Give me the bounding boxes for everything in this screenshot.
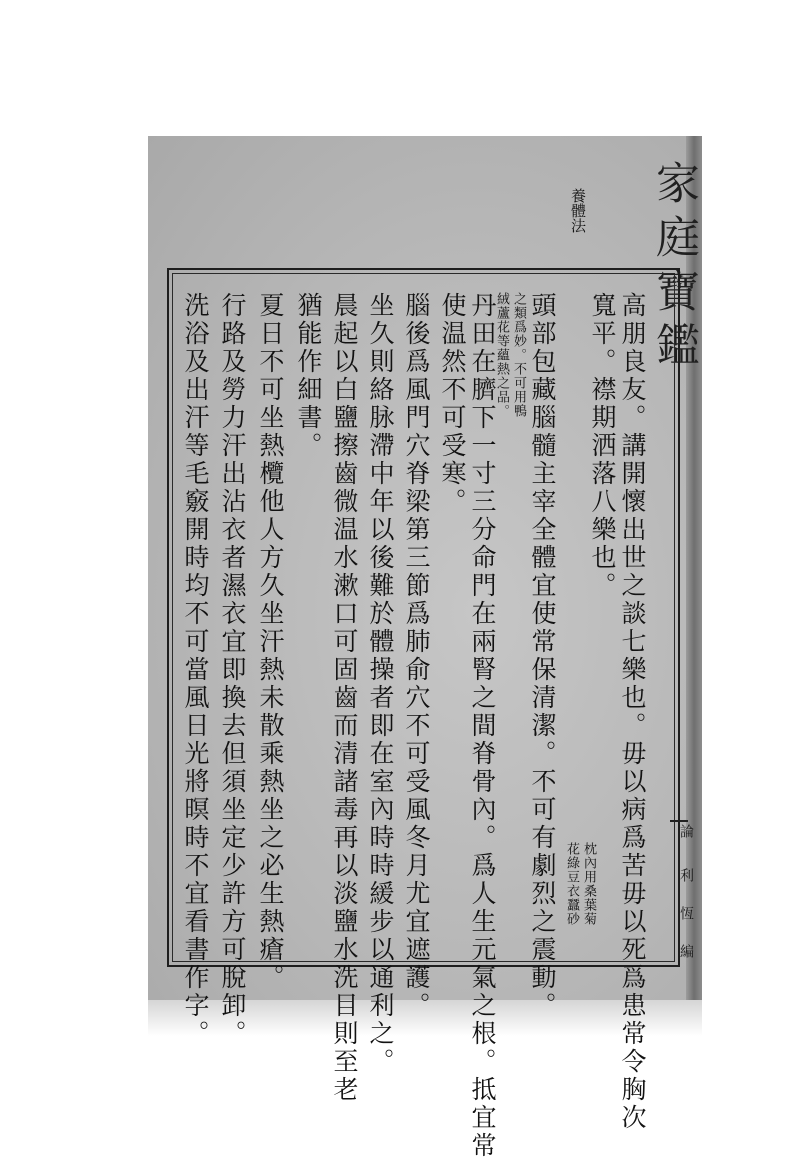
section-title: 養體法: [569, 188, 587, 233]
edge-label-3: 恆: [678, 906, 694, 920]
text-column-7: 腦後爲風門穴脊梁第三節爲肺俞穴不可受風冬月尤宜遮護。: [402, 292, 431, 1020]
note-column-3-right: 枕內用桑葉菊: [581, 842, 596, 926]
text-column-13: 洗浴及出汗等毛竅開時均不可當風日光將暝時不宜看書作字。: [181, 292, 210, 1048]
text-column-6: 使温然不可受寒。: [438, 292, 467, 516]
text-column-9: 晨起以白鹽擦齒微温水漱口可固齒而清諸毒再以淡鹽水洗目則至老: [330, 292, 359, 1104]
edge-label-2: 利: [678, 868, 694, 882]
note-column-3-left: 花綠豆衣蠶砂: [564, 842, 579, 926]
text-column-11: 夏日不可坐熱欖他人方久坐汗熱未散乘熱坐之必生熱瘡。: [256, 292, 285, 992]
text-column-12: 行路及勞力汗出沾衣者濕衣宜即換去但須坐定少許方可脫卸。: [218, 292, 247, 1048]
text-column-5: 丹田在臍下一寸三分命門在兩腎之間脊骨內。爲人生元氣之根。抵宜常: [468, 292, 497, 1160]
note-column-4-left: 絨蘆花等蘊熱之品。: [494, 292, 509, 418]
text-column-8: 坐久則絡脉滯中年以後難於體操者即在室內時時緩步以通利之。: [366, 292, 395, 1076]
text-column-1: 高朋良友。講開懷出世之談七樂也。毋以病爲苦毋以死爲患常令胸次: [618, 292, 647, 1132]
edge-label-4: 編: [678, 944, 694, 958]
book-title: 家庭寶鑑: [648, 160, 699, 376]
text-column-2: 寬平。襟期洒落八樂也。: [588, 292, 617, 600]
text-column-10: 猶能作細書。: [294, 292, 323, 460]
note-column-4-right: 之類爲妙。不可用鴨: [511, 292, 526, 418]
edge-label-1: 論: [678, 824, 694, 838]
text-column-3: 頭部包藏腦髓主宰全體宜使常保清潔。不可有劇烈之震動。: [528, 292, 557, 1020]
